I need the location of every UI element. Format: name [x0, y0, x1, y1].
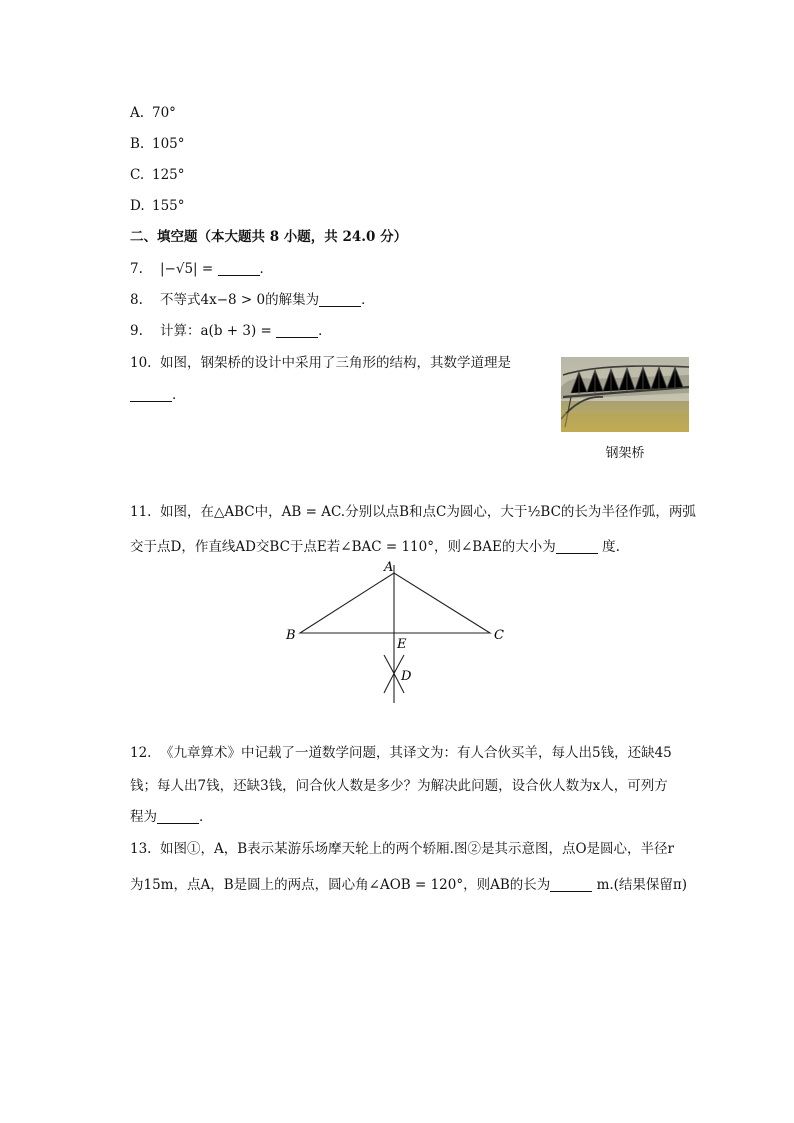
- label-a: A: [384, 560, 394, 575]
- question-12-line2: 钱；每人出7钱，还缺3钱，问合伙人数是多少？为解决此问题，设合伙人数为x人，可列方: [130, 778, 668, 794]
- label-e: E: [397, 637, 407, 652]
- question-12: 12. 《九章算术》中记载了一道数学问题，其译文为：有人合伙买羊，每人出5钱，还缺45: [130, 745, 672, 761]
- answer-blank[interactable]: [218, 261, 260, 276]
- question-13: 13. 如图①，A，B表示某游乐场摩天轮上的两个轿厢.图②是其示意图，点O是圆心，半径r: [130, 841, 674, 857]
- section-heading: 二、填空题（本大题共 8 小题，共 24.0 分）: [130, 229, 408, 245]
- answer-blank[interactable]: [157, 809, 199, 824]
- answer-blank[interactable]: [319, 292, 361, 307]
- steel-bridge-photo: [561, 357, 689, 432]
- question-11: 11. 如图，在△ABC中，AB = AC.分别以点B和点C为圆心，大于½BC的长为半径作弧，两弧: [130, 504, 696, 520]
- question-8: 8. 不等式4x−8 > 0的解集为 ．: [130, 292, 375, 308]
- option-a: A. 70°: [130, 105, 176, 121]
- label-b: B: [286, 628, 296, 643]
- option-c: C. 125°: [130, 167, 185, 183]
- triangle-figure: [280, 555, 520, 710]
- answer-blank[interactable]: [276, 323, 318, 338]
- answer-blank[interactable]: [130, 387, 172, 402]
- question-7: 7. |−√5| = ．: [130, 261, 273, 277]
- option-b: B. 105°: [130, 136, 185, 152]
- photo-caption: 钢架桥: [605, 446, 645, 461]
- answer-blank[interactable]: [556, 539, 598, 554]
- option-d: D. 155°: [130, 198, 185, 214]
- question-13-line2: 为15m，点A，B是圆上的两点，圆心角∠AOB = 120°，则AB的长为 m.(结果保留π): [130, 877, 688, 893]
- question-10: 10. 如图，钢架桥的设计中采用了三角形的结构，其数学道理是: [130, 355, 511, 371]
- question-9: 9. 计算：a(b + 3) = ．: [130, 323, 332, 339]
- question-11-line2: 交于点D，作直线AD交BC于点E若∠BAC = 110°，则∠BAE的大小为 度.: [130, 539, 620, 555]
- label-d: D: [401, 669, 412, 684]
- answer-blank[interactable]: [550, 877, 592, 892]
- label-c: C: [494, 628, 504, 643]
- question-10-answer-line: ．: [130, 385, 186, 405]
- question-12-line3: 程为 ．: [130, 809, 213, 825]
